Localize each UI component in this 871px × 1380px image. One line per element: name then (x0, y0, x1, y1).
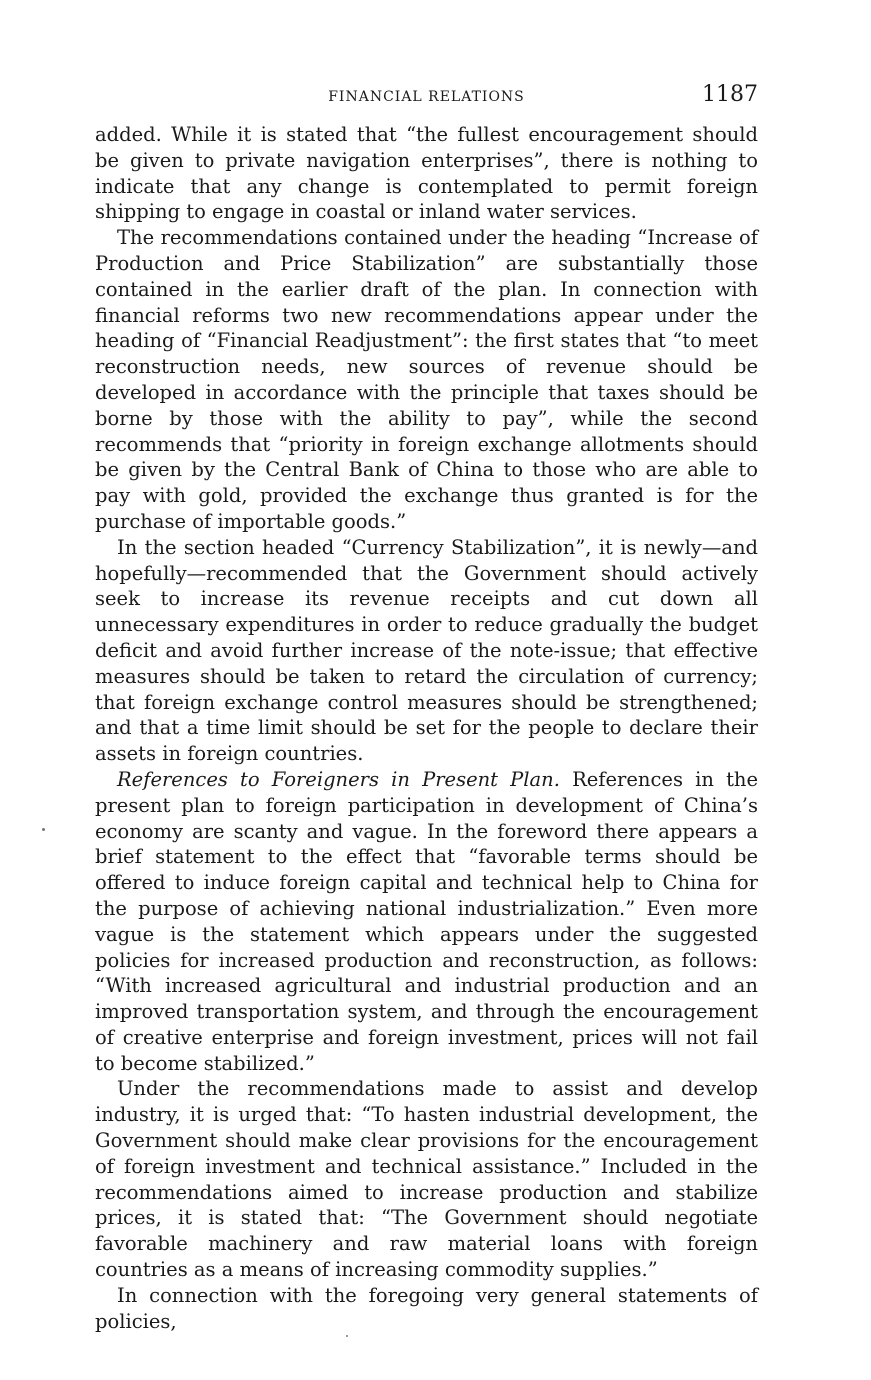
paragraph-text: Under the recommendations made to assist and develop industry, it is urged that: “To hasten industrial development, the Government should make clear provisions for the encouragement of foreign investment and technical assistance.” Included in the recommendations aimed to increase production and stabilize prices, it is stated that: “The Government should negotiate favorable machinery and raw material loans with foreign countries as a means of increasing commodity supplies.” (95, 1077, 758, 1282)
paragraph-foregoing-statements (95, 1283, 758, 1335)
paragraph-currency-stabilization (95, 535, 758, 767)
paragraph-text: References in the present plan to foreign participation in development of China’s economy are scanty and vague. In the foreword there appears a brief statement to the effect that “favorable terms should be offered to induce foreign capital and technical help to China for the purpose of achieving national industrialization.” Even more vague is the statement which appears under the suggested policies for increased production and reconstruction, as follows: “With increased agricultural and industrial production and an improved transportation system, and through the encouragement of creative enterprise and foreign investment, prices will not fail to become stabilized.” (95, 767, 758, 1075)
section-heading: References to Foreigners in Present Plan. (117, 767, 560, 791)
paragraph-text: In the section headed “Currency Stabilization”, it is newly—and hopefully—recommended that the Government should actively seek to increase its revenue receipts and cut down all unnecessary expenditures in order to reduce gradually the budget deficit and avoid further increase of the note-issue; that effective measures should be taken to retard the circulation of currency; that foreign exchange control measures should be strengthened; and that a time limit should be set for the people to declare their assets in foreign countries. (95, 535, 758, 766)
margin-speck (42, 828, 45, 831)
paragraph-assist-industry (95, 1076, 758, 1282)
paragraph-text: The recommendations contained under the heading “Increase of Production and Price Stabilization” are substantially those contained in the earlier draft of the plan. In connection with financial reforms two new recommendations appear under the heading of “Financial Readjustment”: the first states that “to meet reconstruction needs, new sources of revenue should be developed in accordance with the principle that taxes should be borne by those with the ability to pay”, while the second recommends that “priority in foreign exchange allotments should be given by the Central Bank of China to those who are able to pay with gold, provided the exchange thus granted is for the purchase of importable goods.” (95, 226, 758, 533)
paragraph-shipping (95, 122, 758, 225)
paragraph-text: added. While it is stated that “the fullest encouragement should be given to private navigation enterprises”, there is nothing to indicate that any change is contemplated to permit foreign shipping to engage in coastal or inland water services. (95, 123, 758, 224)
page-number: 1187 (702, 82, 758, 107)
margin-speck (346, 1335, 348, 1337)
running-header (95, 82, 758, 112)
paragraph-production-stabilization (95, 225, 758, 535)
document-page (95, 82, 758, 1334)
paragraph-text: In connection with the foregoing very general statements of policies, (95, 1283, 758, 1333)
running-title: FINANCIAL RELATIONS (328, 89, 525, 105)
paragraph-references-to-foreigners (95, 767, 758, 1077)
